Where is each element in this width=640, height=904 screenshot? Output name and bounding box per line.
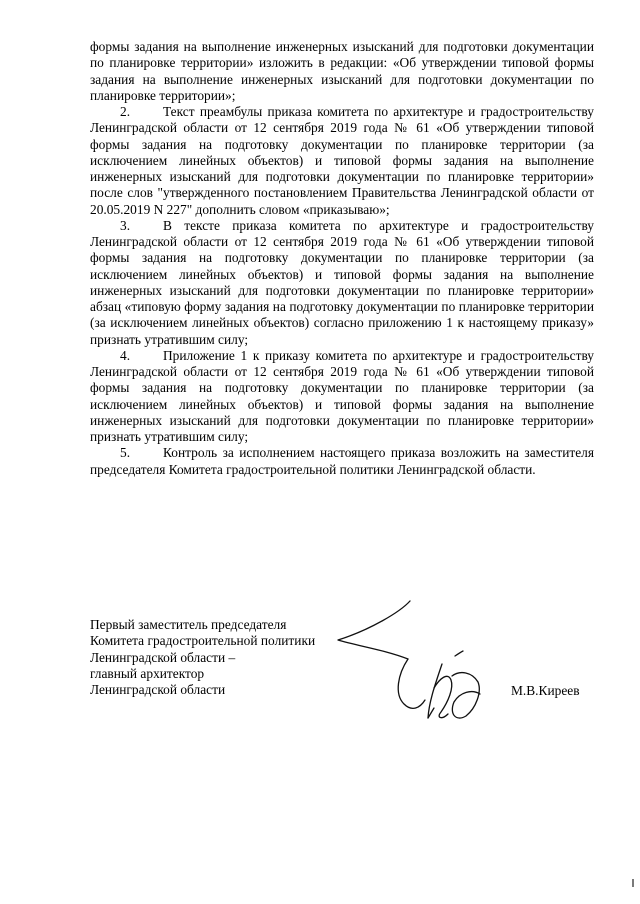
item-number: 2. [120,104,131,119]
list-item [90,218,594,348]
signatory-title-line: Ленинградской области – [90,649,236,665]
list-item [90,445,594,478]
handwritten-signature [330,596,530,736]
signatory-title-line: Первый заместитель председателя [90,617,287,632]
item-text: В тексте приказа комитета по архитектуре и градостроительству Ленинградской области от 12 сентября 2019 года № 61 «Об утверждении типовой формы задания на подготовку документации по планировке территории (за исключением линейных объектов) и типовой формы задания на выполнение инженерных изысканий для подготовки документации по планировке территории» абзац «типовую форму задания на подготовку документации по планировке территории (за исключением линейных объектов) согласно приложению 1 к настоящему приказу» признать утратившим силу; [90,217,594,347]
item-number: 5. [120,445,131,461]
page-edge-mark [631,878,635,888]
lead-paragraph: формы задания на выполнение инженерных изысканий для подготовки документации по планировке территории» изложить в редакции: «Об утверждении типовой формы задания на выполнение инженерных изысканий для подготовки документации по планировке территории»; [90,39,594,103]
signatory-title-line: Ленинградской области [90,682,226,698]
signatory-name: М.В.Киреев [511,683,580,698]
signatory-title [90,617,315,698]
document-body [90,39,594,478]
item-text: Текст преамбулы приказа комитета по архитектуре и градостроительству Ленинградской области от 12 сентября 2019 года № 61 «Об утверждении типовой формы задания на подготовку документации по планировке территории (за исключением линейных объектов) и типовой формы задания на выполнение инженерных изысканий для подготовки документации по планировке территории» после слов "утвержденного постановлением Правительства Ленинградской области от 20.05.2019 N 227" дополнить словом «приказываю»; [90,104,594,217]
item-text: Приложение 1 к приказу комитета по архитектуре и градостроительству Ленинградской области от 12 сентября 2019 года № 61 «Об утверждении типовой формы задания на подготовку документации по планировке территории (за исключением линейных объектов) и типовой формы задания на выполнение инженерных изысканий для подготовки документации по планировке территории» признать утратившим силу; [90,347,594,444]
item-number: 3. [120,217,131,233]
item-number: 4. [120,347,131,363]
item-text: Контроль за исполнением настоящего приказа возложить на заместителя председателя Комитета градостроительной политики Ленинградской области. [90,445,594,477]
list-item [90,104,594,218]
signatory-title-line: главный архитектор [90,665,205,681]
signatory-title-line: Комитета градостроительной политики [90,633,316,649]
list-item [90,348,594,446]
